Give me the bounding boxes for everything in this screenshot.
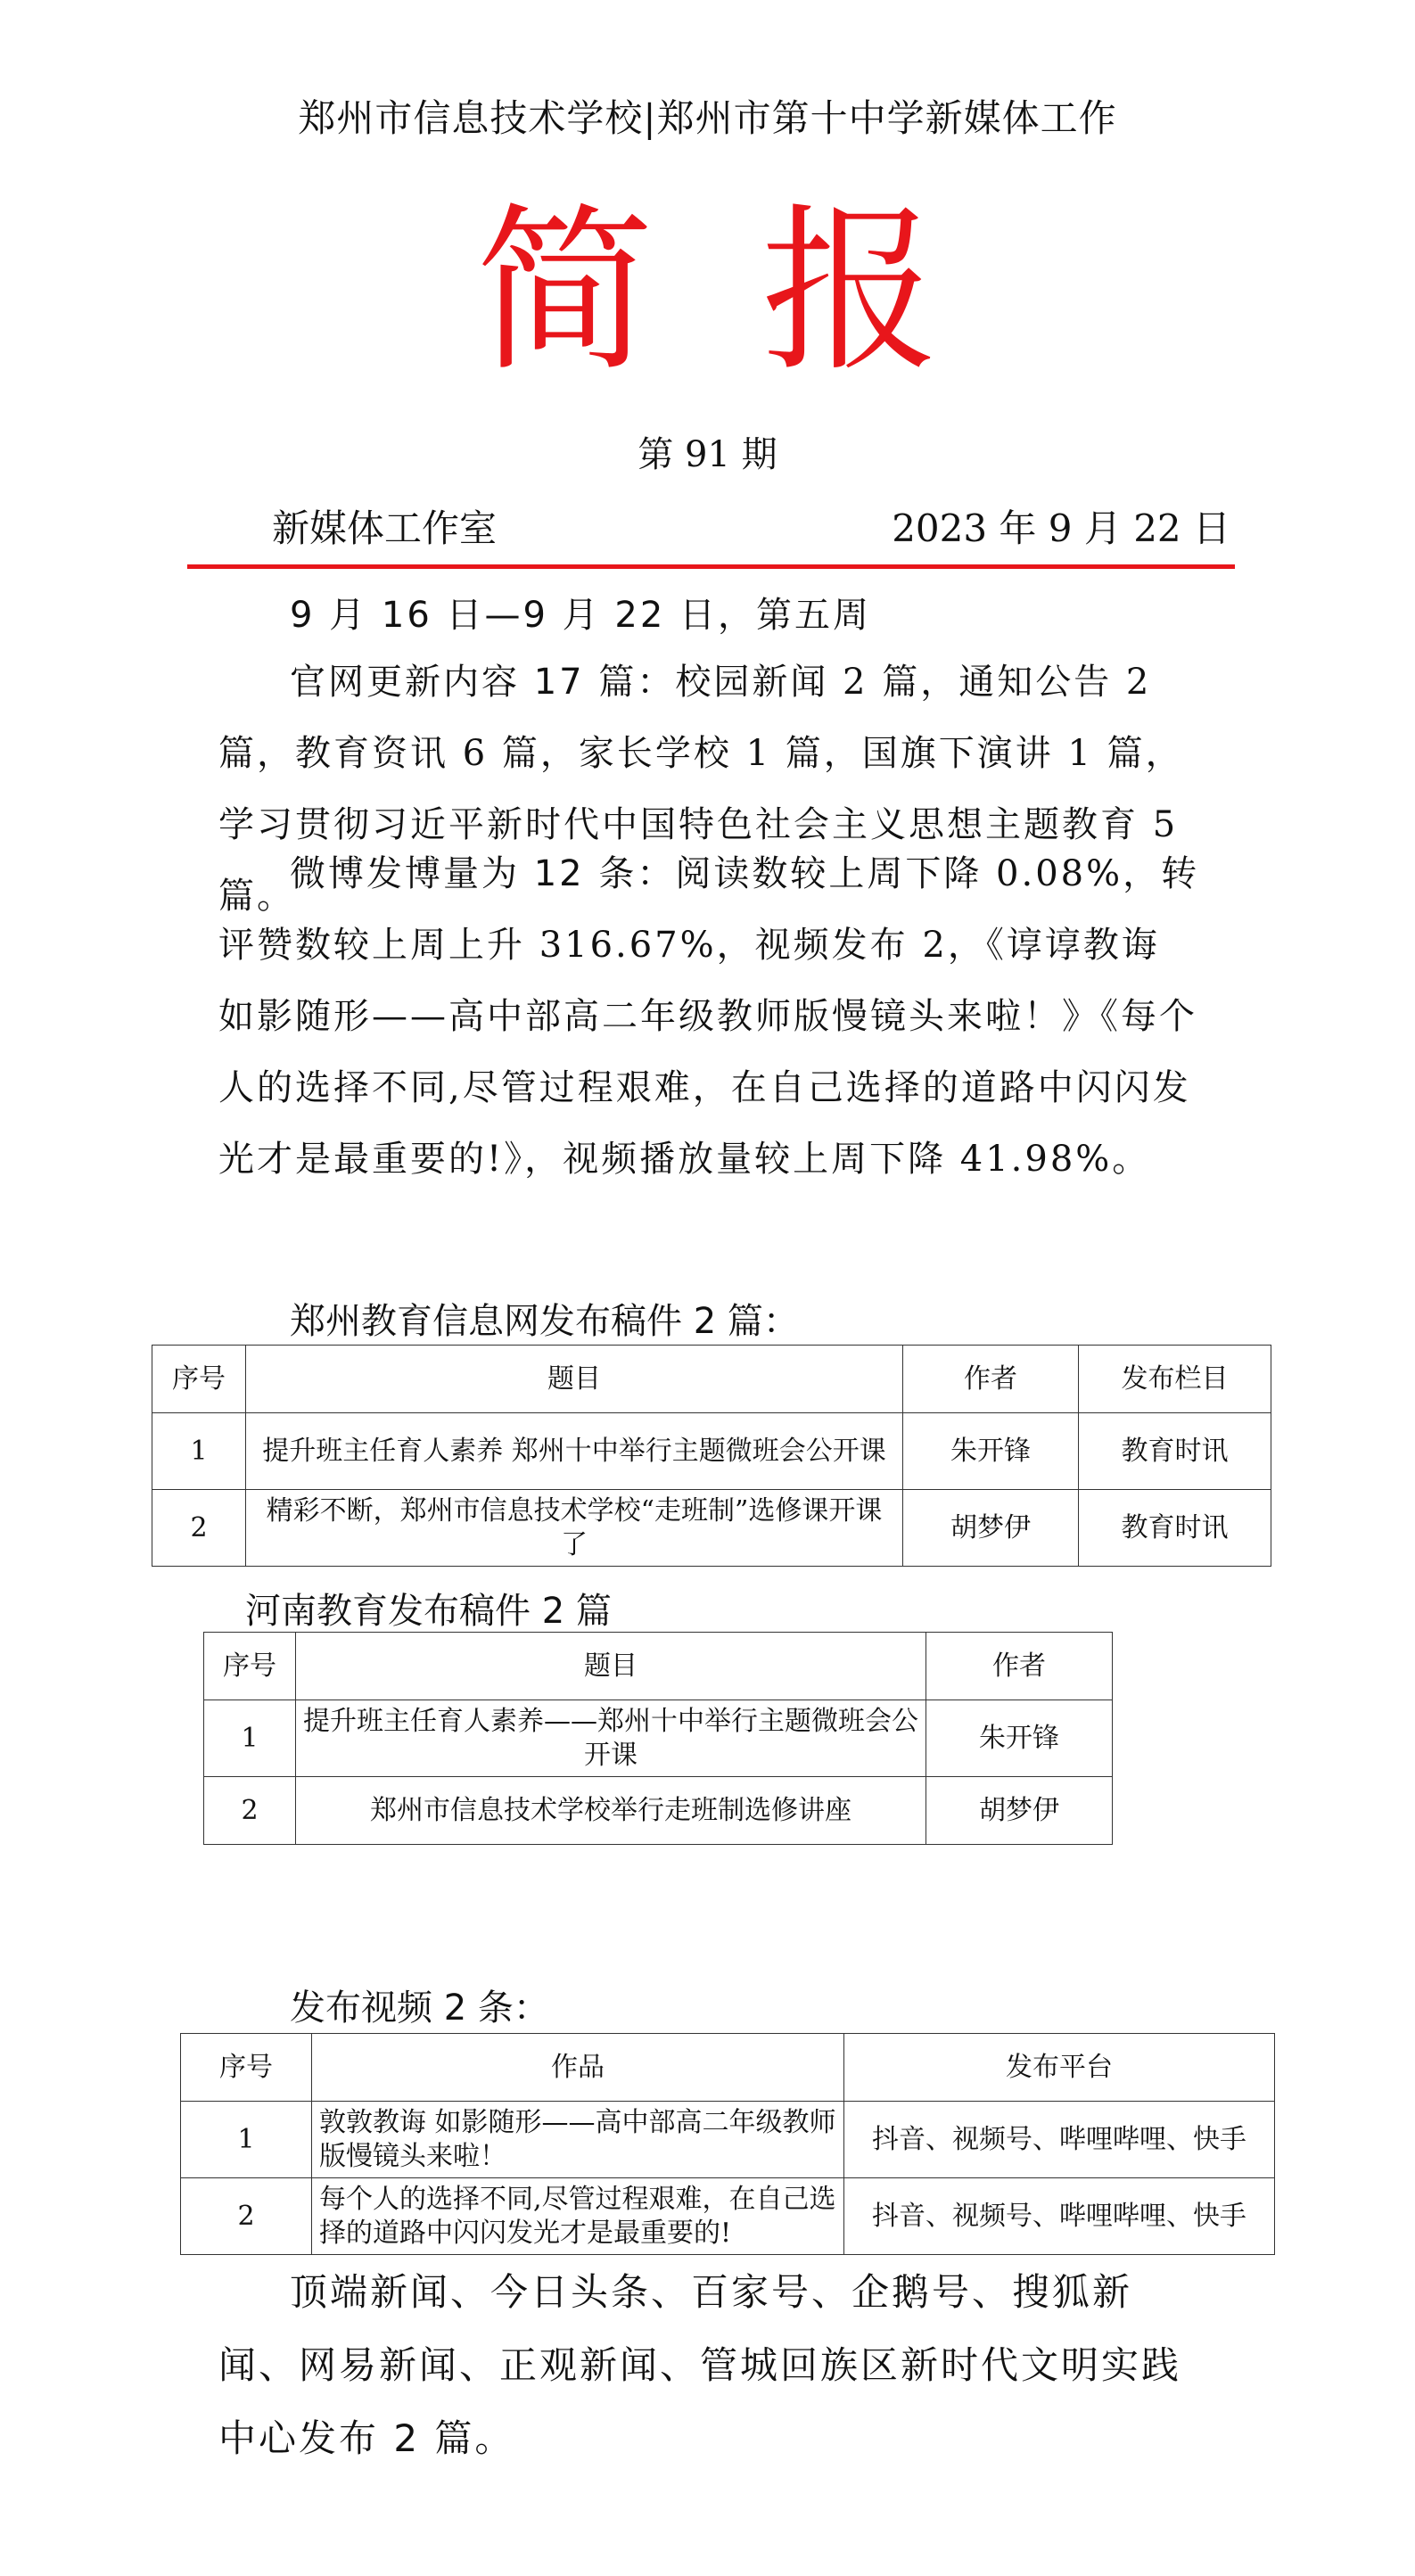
- red-divider: [187, 564, 1235, 569]
- table-row: [204, 1700, 1113, 1777]
- report-date: 2023 年 9 月 22 日: [892, 506, 1230, 550]
- table-header-cell: 题目: [296, 1633, 926, 1700]
- other-platforms-paragraph: 顶端新闻、今日头条、百家号、企鹅号、搜狐新闻、网易新闻、正观新闻、管城回族区新时代文明实践中心发布 2 篇。: [218, 2270, 1182, 2460]
- table-cell: 2: [152, 1490, 246, 1567]
- week-range: 9 月 16 日—9 月 22 日，第五周: [290, 595, 871, 636]
- table-header-cell: 发布栏目: [1079, 1346, 1271, 1413]
- table-header-cell: 作者: [903, 1346, 1079, 1413]
- weibo-paragraph: [218, 838, 1208, 1195]
- table2-caption: 河南教育发布稿件 2 篇: [245, 1591, 612, 1632]
- table-cell: 朱开锋: [903, 1413, 1079, 1490]
- table-cell: 敦敦教诲 如影随形——高中部高二年级教师版慢镜头来啦！: [312, 2102, 844, 2178]
- weibo-text: 阅读数较上周下降 0.08%，转评赞数较上周上升 316.67%，视频发布 2，《谆谆教诲 如影随形——高中部高二年级教师版慢镜头来啦！》《每个人的选择不同,尽管过程艰难，在自己选择的道路中闪闪发光才是最重要的!》，视频播放量较上周下降 41.98%。: [218, 853, 1200, 1180]
- henan-edu-table: [203, 1632, 1113, 1845]
- website-update-text: 校园新闻 2 篇，通知公告 2 篇，教育资讯 6 篇，家长学校 1 篇，国旗下演讲 1 篇，学习贯彻习近平新时代中国特色社会主义思想主题教育 5 篇。: [218, 662, 1184, 917]
- table-header-row: [181, 2034, 1275, 2102]
- table-header-cell: 序号: [204, 1633, 296, 1700]
- table-header-cell: 发布平台: [844, 2034, 1275, 2102]
- table-cell: 1: [181, 2102, 312, 2178]
- table-cell: 胡梦伊: [903, 1490, 1079, 1567]
- table-cell: 精彩不断，郑州市信息技术学校“走班制”选修课开课了: [246, 1490, 903, 1567]
- table3-caption: 发布视频 2 条：: [290, 1988, 549, 2029]
- table-cell: 胡梦伊: [926, 1777, 1113, 1845]
- office-name: 新媒体工作室: [272, 506, 498, 550]
- table-row: [181, 2102, 1275, 2178]
- table-cell: 抖音、视频号、哔哩哔哩、快手: [844, 2102, 1275, 2178]
- table-cell: 抖音、视频号、哔哩哔哩、快手: [844, 2178, 1275, 2255]
- header-subtitle: 郑州市信息技术学校|郑州市第十中学新媒体工作: [298, 96, 1117, 140]
- weibo-lead: 微博发博量为 12 条：: [290, 853, 676, 894]
- table-cell: 郑州市信息技术学校举行走班制选修讲座: [296, 1777, 926, 1845]
- table-cell: 朱开锋: [926, 1700, 1113, 1777]
- website-update-lead: 官网更新内容 17 篇：: [290, 662, 676, 703]
- table-header-cell: 序号: [181, 2034, 312, 2102]
- table-header-cell: 序号: [152, 1346, 246, 1413]
- table-header-cell: 作品: [312, 2034, 844, 2102]
- table-cell: 2: [204, 1777, 296, 1845]
- table-row: [204, 1777, 1113, 1845]
- table-header-row: [204, 1633, 1113, 1700]
- table1-caption: 郑州教育信息网发布稿件 2 篇：: [290, 1301, 799, 1342]
- table-row: [181, 2178, 1275, 2255]
- table-header-cell: 作者: [926, 1633, 1113, 1700]
- table-cell: 每个人的选择不同,尽管过程艰难，在自己选择的道路中闪闪发光才是最重要的!: [312, 2178, 844, 2255]
- table-cell: 1: [152, 1413, 246, 1490]
- table-cell: 提升班主任育人素养 郑州十中举行主题微班会公开课: [246, 1413, 903, 1490]
- zhengzhou-edu-table: [152, 1345, 1271, 1567]
- table-header-cell: 题目: [246, 1346, 903, 1413]
- table-cell: 2: [181, 2178, 312, 2255]
- issue-number: 第 91 期: [638, 434, 777, 475]
- table-cell: 教育时讯: [1079, 1490, 1271, 1567]
- table-header-row: [152, 1346, 1271, 1413]
- table-cell: 提升班主任育人素养——郑州十中举行主题微班会公开课: [296, 1700, 926, 1777]
- report-title: 简报: [475, 188, 1047, 396]
- table-cell: 1: [204, 1700, 296, 1777]
- table-row: [152, 1490, 1271, 1567]
- video-table: [180, 2033, 1275, 2255]
- table-cell: 教育时讯: [1079, 1413, 1271, 1490]
- table-row: [152, 1413, 1271, 1490]
